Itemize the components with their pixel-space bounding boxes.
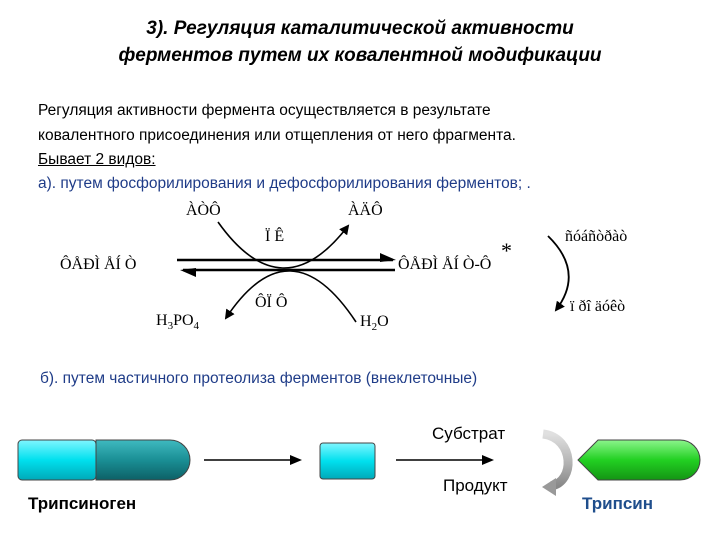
- enzyme-right-label: ÔÅÐÌ ÅÍ Ò-Ô: [398, 256, 492, 273]
- intro-kinds: Бывает 2 видов:: [38, 151, 156, 168]
- substrate-label: Субстрат: [432, 424, 506, 443]
- activation-arrow-head: [290, 455, 302, 465]
- active-star: *: [501, 238, 512, 263]
- phosphatase-label: ÔÏ Ô: [255, 294, 288, 311]
- trypsinogen-label: Трипсиноген: [28, 494, 137, 513]
- adp-label: ÀÄÔ: [348, 202, 383, 219]
- intro-line2: ковалентного присоединения или отщепления от него фрагмента.: [38, 127, 516, 144]
- page-title-line2: ферментов путем их ковалентной модификации: [118, 45, 602, 66]
- trypsin-shape: [578, 440, 700, 480]
- h3po4-label: $H_3PO_4$: [156, 312, 200, 333]
- intro-line1: Регуляция активности фермента осуществляется в результате: [38, 102, 491, 119]
- substrate-garbled-label: ñóáñòðàò: [565, 228, 628, 245]
- enzyme-left-label: ÔÅÐÌ ÅÍ Ò: [60, 256, 137, 273]
- trypsinogen-active-part: [18, 440, 96, 480]
- page-title-line1: 3). Регуляция каталитической активности: [146, 18, 574, 39]
- cleaved-fragment: [320, 443, 375, 479]
- atp-label: ÀÒÔ: [186, 202, 221, 219]
- type-b-heading: б). путем частичного протеолиза ферментов (внеклеточные): [40, 370, 478, 387]
- product-garbled-label: ï ðî äóêò: [570, 298, 626, 315]
- product-label: Продукт: [443, 476, 508, 495]
- trypsinogen-propeptide: [96, 440, 190, 480]
- substrate-to-product-arrow: [543, 434, 568, 486]
- protein-kinase-label: Ï Ê: [265, 228, 285, 245]
- h2o-label: $H_2O$: [360, 313, 389, 334]
- trypsin-label: Трипсин: [582, 494, 654, 513]
- conversion-arrow-head: [482, 455, 494, 465]
- type-a-heading: а). путем фосфорилирования и дефосфорилирования ферментов; .: [38, 175, 531, 192]
- substrate-to-product-arrowhead: [542, 478, 556, 496]
